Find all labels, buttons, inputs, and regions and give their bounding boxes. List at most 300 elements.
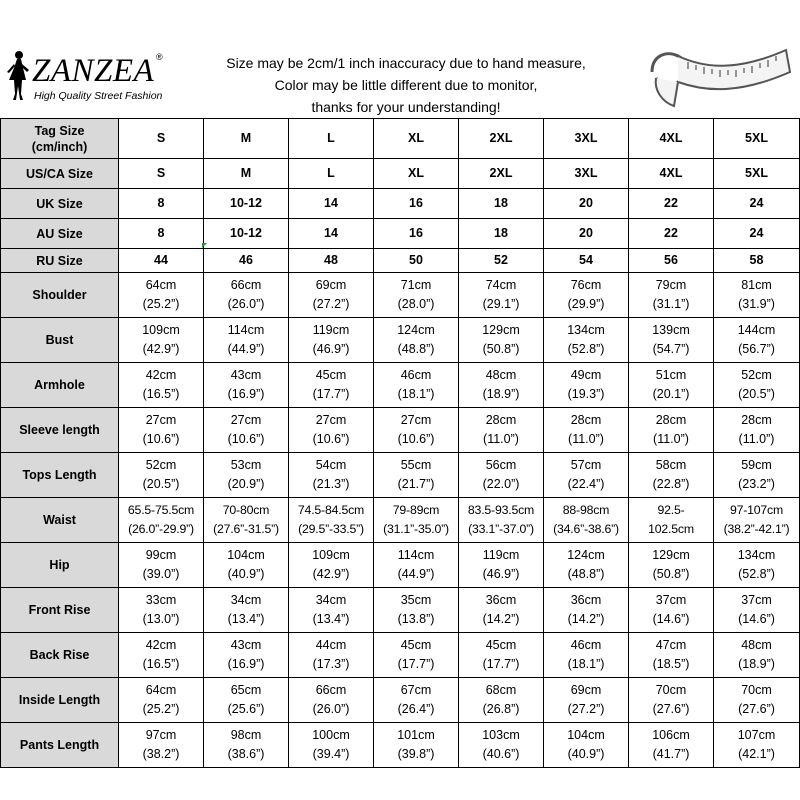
- value-secondary: (11.0”): [653, 432, 689, 446]
- measurement-value: [714, 633, 800, 678]
- measurement-value: [374, 498, 459, 543]
- measurement-row: [1, 498, 800, 543]
- size-row: [1, 119, 800, 159]
- measurement-row: [1, 633, 800, 678]
- value-primary: 45cm: [400, 638, 432, 652]
- measurement-value: [544, 273, 629, 318]
- size-row: [1, 219, 800, 249]
- value-secondary: (39.4”): [312, 747, 350, 761]
- value-secondary: (42.1”): [738, 747, 775, 761]
- measurement-value: [204, 363, 289, 408]
- value-primary: 97cm: [145, 728, 177, 742]
- row-label: [1, 119, 119, 159]
- row-label: Back Rise: [1, 633, 119, 678]
- value-primary: 65.5-75.5cm: [127, 503, 195, 517]
- value-primary: 119cm: [312, 323, 350, 337]
- value-primary: 74cm: [485, 278, 517, 292]
- value-primary: 46cm: [400, 368, 432, 382]
- measurement-value: [289, 498, 374, 543]
- value-secondary: (22.4”): [567, 477, 605, 491]
- measurement-value: [119, 723, 204, 768]
- measurement-value: [289, 633, 374, 678]
- value-primary: 69cm: [315, 278, 347, 292]
- value-primary: 43cm: [230, 368, 262, 382]
- measurement-rows: [1, 273, 800, 768]
- size-row: [1, 159, 800, 189]
- size-value: 4XL: [629, 159, 714, 189]
- measurement-value: [204, 453, 289, 498]
- value-primary: 88-98cm: [562, 503, 610, 517]
- row-label: [1, 189, 119, 219]
- value-primary: 37cm: [655, 593, 687, 607]
- row-label-line: US/CA Size: [26, 166, 93, 181]
- measurement-value: [289, 273, 374, 318]
- size-chart-table: [0, 118, 800, 768]
- value-primary: 104cm: [567, 728, 605, 742]
- value-primary: 42cm: [145, 368, 177, 382]
- value-primary: 98cm: [230, 728, 262, 742]
- measurement-value: [459, 318, 544, 363]
- brand-tagline: High Quality Street Fashion: [34, 90, 163, 102]
- value-secondary: (27.2”): [567, 702, 605, 716]
- measurement-value: [119, 453, 204, 498]
- measurement-value: [629, 318, 714, 363]
- measurement-value: [714, 588, 800, 633]
- value-secondary: (14.2”): [482, 612, 520, 626]
- value-secondary: (38.2”): [142, 747, 180, 761]
- size-rows: [1, 119, 800, 273]
- measurement-row: [1, 543, 800, 588]
- value-primary: 45cm: [485, 638, 517, 652]
- value-primary: 66cm: [230, 278, 262, 292]
- measurement-value: [119, 633, 204, 678]
- size-value: 4XL: [629, 119, 714, 159]
- value-primary: 109cm: [312, 548, 350, 562]
- size-value: S: [119, 119, 204, 159]
- value-secondary: (13.0”): [142, 612, 180, 626]
- value-primary: 42cm: [145, 638, 177, 652]
- measurement-value: [119, 588, 204, 633]
- measurement-value: [714, 318, 800, 363]
- value-primary: 33cm: [145, 593, 177, 607]
- value-primary: 114cm: [227, 323, 265, 337]
- value-primary: 70cm: [655, 683, 687, 697]
- measurement-value: [119, 408, 204, 453]
- measurement-value: [204, 273, 289, 318]
- value-secondary: (16.5”): [142, 387, 180, 401]
- measurement-value: [629, 498, 714, 543]
- row-label: [1, 249, 119, 273]
- size-value: 10-12: [204, 189, 289, 219]
- value-primary: 56cm: [485, 458, 517, 472]
- value-primary: 71cm: [400, 278, 432, 292]
- size-value: 18: [459, 189, 544, 219]
- measurement-value: [544, 588, 629, 633]
- value-secondary: (29.9”): [567, 297, 605, 311]
- size-value: 50: [374, 249, 459, 273]
- notice-line-3: thanks for your understanding!: [311, 99, 501, 115]
- measurement-value: [459, 678, 544, 723]
- measurement-value: [119, 543, 204, 588]
- value-secondary: (22.8”): [652, 477, 690, 491]
- value-primary: 129cm: [652, 548, 690, 562]
- measurement-value: [374, 363, 459, 408]
- value-secondary: (38.6”): [227, 747, 265, 761]
- value-secondary: (13.8”): [397, 612, 435, 626]
- size-value: 44: [119, 249, 204, 273]
- value-secondary: (39.0”): [142, 567, 180, 581]
- measurement-row: [1, 273, 800, 318]
- value-secondary: (26.8”): [482, 702, 520, 716]
- measurement-value: [629, 408, 714, 453]
- value-secondary: (10.6”): [312, 432, 350, 446]
- measurement-value: [374, 678, 459, 723]
- measurement-value: [714, 453, 800, 498]
- measurement-value: [629, 453, 714, 498]
- chart-header: [0, 0, 800, 118]
- measurement-row: [1, 408, 800, 453]
- value-primary: 139cm: [652, 323, 690, 337]
- value-secondary: (42.9”): [142, 342, 180, 356]
- measurement-row: [1, 318, 800, 363]
- measurement-value: [119, 363, 204, 408]
- value-primary: 74.5-84.5cm: [297, 503, 365, 517]
- size-value: 58: [714, 249, 800, 273]
- value-secondary: (39.8”): [397, 747, 435, 761]
- measurement-value: [374, 543, 459, 588]
- value-primary: 49cm: [570, 368, 602, 382]
- size-value: 5XL: [714, 119, 800, 159]
- value-primary: 58cm: [655, 458, 687, 472]
- row-label: Hip: [1, 543, 119, 588]
- measurement-value: [289, 408, 374, 453]
- value-primary: 97-107cm: [729, 503, 784, 517]
- value-primary: 68cm: [485, 683, 517, 697]
- size-value: 16: [374, 189, 459, 219]
- size-value: 3XL: [544, 119, 629, 159]
- size-value: L: [289, 119, 374, 159]
- value-primary: 100cm: [312, 728, 350, 742]
- row-label: [1, 219, 119, 249]
- size-value: 22: [629, 189, 714, 219]
- measurement-value: [204, 588, 289, 633]
- value-secondary: (18.1”): [567, 657, 605, 671]
- value-primary: 109cm: [142, 323, 180, 337]
- size-value: M: [204, 119, 289, 159]
- value-secondary: (56.7”): [738, 342, 775, 356]
- measurement-value: [459, 543, 544, 588]
- measurement-value: [459, 633, 544, 678]
- value-primary: 79-89cm: [392, 503, 440, 517]
- value-secondary: (10.6”): [227, 432, 265, 446]
- brand-name: ZANZEA: [32, 53, 155, 89]
- size-value: L: [289, 159, 374, 189]
- value-primary: 52cm: [145, 458, 177, 472]
- value-secondary: (46.9”): [312, 342, 350, 356]
- value-primary: 67cm: [400, 683, 432, 697]
- measurement-value: [544, 723, 629, 768]
- value-secondary: (25.2”): [142, 297, 180, 311]
- measurement-value: [119, 273, 204, 318]
- measurement-value: [374, 453, 459, 498]
- size-value: 5XL: [714, 159, 800, 189]
- measurement-value: [119, 498, 204, 543]
- size-value: M: [204, 159, 289, 189]
- value-primary: 70-80cm: [222, 503, 270, 517]
- measurement-value: [544, 543, 629, 588]
- value-primary: 52cm: [741, 368, 772, 382]
- size-value: 20: [544, 219, 629, 249]
- value-secondary: (25.2”): [142, 702, 180, 716]
- value-secondary: (21.7”): [397, 477, 435, 491]
- measurement-value: [544, 678, 629, 723]
- measurement-notice: [196, 52, 616, 118]
- measurement-value: [544, 498, 629, 543]
- value-secondary: (14.2”): [567, 612, 605, 626]
- measurement-value: [714, 363, 800, 408]
- value-secondary: (40.9”): [567, 747, 605, 761]
- measurement-value: [374, 318, 459, 363]
- measurement-row: [1, 678, 800, 723]
- value-secondary: (40.6”): [482, 747, 520, 761]
- value-secondary: (26.0”): [312, 702, 350, 716]
- size-value: 3XL: [544, 159, 629, 189]
- value-secondary: (13.4”): [227, 612, 265, 626]
- measurement-value: [459, 588, 544, 633]
- value-secondary: (44.9”): [227, 342, 265, 356]
- measurement-row: [1, 453, 800, 498]
- size-value: 10-12: [204, 219, 289, 249]
- measurement-value: [374, 633, 459, 678]
- value-primary: 114cm: [397, 548, 435, 562]
- size-value: 52: [459, 249, 544, 273]
- value-secondary: (18.9”): [482, 387, 520, 401]
- size-value: 20: [544, 189, 629, 219]
- value-primary: 66cm: [315, 683, 347, 697]
- size-value: XL: [374, 119, 459, 159]
- value-primary: 27cm: [145, 413, 177, 427]
- measurement-value: [204, 633, 289, 678]
- size-value: 14: [289, 189, 374, 219]
- size-value: 24: [714, 219, 800, 249]
- value-primary: 104cm: [227, 548, 265, 562]
- value-primary: 47cm: [655, 638, 687, 652]
- row-label: Bust: [1, 318, 119, 363]
- value-primary: 119cm: [482, 548, 520, 562]
- value-secondary: (46.9”): [482, 567, 520, 581]
- size-value: 56: [629, 249, 714, 273]
- value-secondary: (18.9”): [738, 657, 775, 671]
- value-secondary: (52.8”): [567, 342, 605, 356]
- value-secondary: (11.0”): [568, 432, 604, 446]
- value-primary: 59cm: [741, 458, 772, 472]
- value-secondary: (10.6”): [142, 432, 180, 446]
- size-value: 8: [119, 189, 204, 219]
- value-secondary: (18.5”): [652, 657, 690, 671]
- measurement-value: [629, 588, 714, 633]
- measurement-value: [119, 678, 204, 723]
- measurement-value: [204, 408, 289, 453]
- value-primary: 81cm: [741, 278, 772, 292]
- size-row: [1, 249, 800, 273]
- value-primary: 48cm: [485, 368, 517, 382]
- size-value: 22: [629, 219, 714, 249]
- row-label: Front Rise: [1, 588, 119, 633]
- value-secondary: (27.6”): [738, 702, 775, 716]
- row-label: Armhole: [1, 363, 119, 408]
- value-primary: 34cm: [230, 593, 262, 607]
- measurement-row: [1, 723, 800, 768]
- value-primary: 45cm: [315, 368, 347, 382]
- notice-line-1: Size may be 2cm/1 inch inaccuracy due to hand measure,: [226, 55, 586, 71]
- measurement-value: [629, 723, 714, 768]
- value-secondary: (17.7”): [482, 657, 520, 671]
- measurement-value: [204, 318, 289, 363]
- value-primary: 134cm: [567, 323, 605, 337]
- value-secondary: (31.1”): [652, 297, 690, 311]
- value-secondary: (20.5”): [142, 477, 180, 491]
- size-row: [1, 189, 800, 219]
- value-primary: 99cm: [145, 548, 177, 562]
- measurement-value: [289, 543, 374, 588]
- value-primary: 144cm: [737, 323, 776, 337]
- value-primary: 129cm: [482, 323, 520, 337]
- value-secondary: (48.8”): [567, 567, 605, 581]
- measurement-value: [629, 273, 714, 318]
- value-primary: 54cm: [315, 458, 347, 472]
- measurement-value: [374, 408, 459, 453]
- value-primary: 37cm: [741, 593, 772, 607]
- measurement-value: [289, 678, 374, 723]
- value-secondary: (11.0”): [738, 432, 775, 446]
- row-label-line: UK Size: [36, 196, 83, 211]
- value-secondary: (40.9”): [227, 567, 265, 581]
- registered-mark: ®: [156, 52, 163, 62]
- row-label-line: AU Size: [36, 226, 83, 241]
- value-secondary: (18.1”): [397, 387, 435, 401]
- value-primary: 69cm: [570, 683, 602, 697]
- measurement-value: [544, 408, 629, 453]
- measurement-value: [204, 678, 289, 723]
- value-primary: 83.5-93.5cm: [467, 503, 535, 517]
- measurement-value: [714, 408, 800, 453]
- measurement-value: [459, 498, 544, 543]
- size-value: 24: [714, 189, 800, 219]
- value-secondary: (26.4”): [397, 702, 435, 716]
- measurement-value: [544, 633, 629, 678]
- measurement-value: [629, 678, 714, 723]
- measurement-value: [374, 723, 459, 768]
- value-secondary: (25.6”): [227, 702, 265, 716]
- value-primary: 124cm: [397, 323, 435, 337]
- value-secondary: (20.5”): [738, 387, 775, 401]
- measurement-value: [204, 498, 289, 543]
- size-value: 18: [459, 219, 544, 249]
- value-secondary: (41.7”): [652, 747, 690, 761]
- value-primary: 28cm: [741, 413, 772, 427]
- value-primary: 101cm: [397, 728, 435, 742]
- value-secondary: (19.3”): [567, 387, 605, 401]
- measurement-value: [714, 543, 800, 588]
- row-label-line: Tag Size: [34, 123, 85, 138]
- value-primary: 103cm: [482, 728, 520, 742]
- measurement-value: [544, 363, 629, 408]
- value-primary: 79cm: [655, 278, 687, 292]
- measurement-value: [544, 318, 629, 363]
- value-primary: 51cm: [655, 368, 687, 382]
- value-primary: 53cm: [230, 458, 262, 472]
- value-secondary: (52.8”): [738, 567, 775, 581]
- value-primary: 46cm: [570, 638, 602, 652]
- value-secondary: (26.0”): [227, 297, 265, 311]
- value-secondary: (29.1”): [482, 297, 520, 311]
- size-value: 46: [204, 249, 289, 273]
- notice-line-2: Color may be little different due to monitor,: [274, 77, 538, 93]
- value-secondary: (10.6”): [397, 432, 435, 446]
- value-primary: 64cm: [145, 278, 177, 292]
- value-secondary: (50.8”): [482, 342, 520, 356]
- value-primary: 28cm: [570, 413, 602, 427]
- value-primary: 35cm: [400, 593, 432, 607]
- measurement-row: [1, 588, 800, 633]
- measurement-value: [459, 273, 544, 318]
- size-value: 2XL: [459, 159, 544, 189]
- value-secondary: (22.0”): [482, 477, 520, 491]
- measurement-value: [714, 723, 800, 768]
- value-primary: 76cm: [570, 278, 602, 292]
- measurement-value: [374, 588, 459, 633]
- value-secondary: 102.5cm: [648, 522, 694, 536]
- size-value: 14: [289, 219, 374, 249]
- measurement-value: [204, 723, 289, 768]
- value-secondary: (54.7”): [652, 342, 690, 356]
- row-label: Tops Length: [1, 453, 119, 498]
- value-primary: 124cm: [567, 548, 605, 562]
- measurement-value: [289, 453, 374, 498]
- value-primary: 55cm: [400, 458, 432, 472]
- value-primary: 57cm: [570, 458, 602, 472]
- value-secondary: (16.5”): [142, 657, 180, 671]
- measurement-value: [119, 318, 204, 363]
- measurement-value: [289, 723, 374, 768]
- measurement-row: [1, 363, 800, 408]
- value-secondary: (13.4”): [312, 612, 350, 626]
- corner-mark: [202, 243, 207, 248]
- row-label: [1, 159, 119, 189]
- value-primary: 34cm: [315, 593, 347, 607]
- row-label: Inside Length: [1, 678, 119, 723]
- value-secondary: (33.1”-37.0”): [468, 522, 534, 536]
- measurement-value: [459, 453, 544, 498]
- size-value: 48: [289, 249, 374, 273]
- value-secondary: (14.6”): [738, 612, 775, 626]
- value-secondary: (27.2”): [312, 297, 350, 311]
- value-primary: 27cm: [400, 413, 432, 427]
- value-secondary: (14.6”): [652, 612, 690, 626]
- value-primary: 106cm: [652, 728, 690, 742]
- row-label: Sleeve length: [1, 408, 119, 453]
- value-primary: 134cm: [737, 548, 776, 562]
- value-secondary: (31.1”-35.0”): [383, 522, 449, 536]
- value-secondary: (17.7”): [397, 657, 435, 671]
- value-secondary: (17.7”): [312, 387, 350, 401]
- measurement-value: [629, 363, 714, 408]
- row-label: Waist: [1, 498, 119, 543]
- measurement-value: [459, 408, 544, 453]
- size-value: 16: [374, 219, 459, 249]
- value-primary: 27cm: [230, 413, 262, 427]
- value-primary: 107cm: [737, 728, 776, 742]
